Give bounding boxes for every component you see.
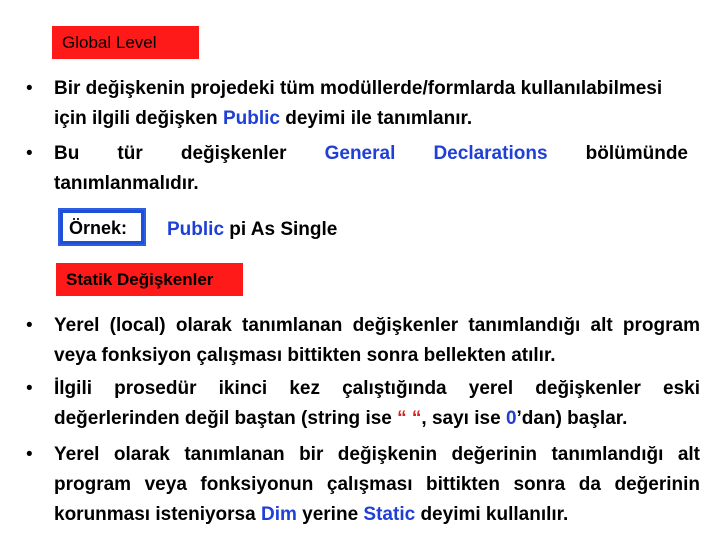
bullet-icon: • bbox=[26, 143, 33, 164]
global-bullet-2-end: bölümünde tanımlanmalıdır. bbox=[54, 143, 688, 194]
zero-value: 0 bbox=[505, 408, 517, 429]
static-bullet-2-text: İlgili prosedür ikinci kez çalıştığında yerel değişkenler eski değerlerinden değil baştan (string ise bbox=[54, 378, 700, 429]
global-bullet-1 bbox=[54, 74, 694, 134]
global-bullet-1-text: Bir değişkenin projedeki tüm modüllerde/formlarda kullanılabilmesi için ilgili değişken bbox=[54, 78, 663, 129]
static-bullet-2-mid: , sayı ise bbox=[421, 408, 506, 429]
static-bullet-3-mid: yerine bbox=[296, 504, 364, 525]
empty-string-quote: “ “ bbox=[397, 408, 422, 429]
global-level-label: Global Level bbox=[52, 26, 199, 59]
bullet-icon: • bbox=[26, 378, 33, 399]
example-code-rest: pi As Single bbox=[224, 219, 338, 240]
static-variables-label: Statik Değişkenler bbox=[56, 263, 243, 296]
example-code bbox=[167, 215, 337, 245]
keyword-static: Static bbox=[363, 504, 416, 525]
static-bullet-3 bbox=[54, 440, 700, 530]
bullet-icon: • bbox=[26, 315, 33, 336]
example-keyword-public: Public bbox=[167, 219, 225, 240]
global-bullet-2-text: Bu tür değişkenler bbox=[54, 143, 325, 164]
static-bullet-1: Yerel (local) olarak tanımlanan değişkenler tanımlandığı alt program veya fonksiyon çalışması bittikten sonra bellekten atılır. bbox=[54, 315, 700, 366]
static-bullet-3-text: Yerel olarak tanımlanan bir değişkenin değerinin tanımlandığı alt program veya fonksiyonun çalışması bittikten sonra da değerinin korunması isteniyorsa bbox=[54, 444, 700, 525]
global-bullet-2 bbox=[54, 139, 688, 199]
example-label: Örnek: bbox=[63, 213, 141, 241]
example-label-box bbox=[58, 208, 146, 246]
bullet-icon: • bbox=[26, 444, 33, 465]
global-bullet-1-end: deyimi ile tanımlanır. bbox=[279, 108, 473, 129]
keyword-dim: Dim bbox=[260, 504, 297, 525]
static-bullet-3-end: deyimi kullanılır. bbox=[415, 504, 569, 525]
keyword-general-declarations: General Declarations bbox=[324, 143, 548, 164]
bullet-icon: • bbox=[26, 78, 33, 99]
static-bullet-2-end: ’dan) başlar. bbox=[516, 408, 628, 429]
keyword-public: Public bbox=[222, 108, 280, 129]
static-bullet-2 bbox=[54, 374, 700, 434]
